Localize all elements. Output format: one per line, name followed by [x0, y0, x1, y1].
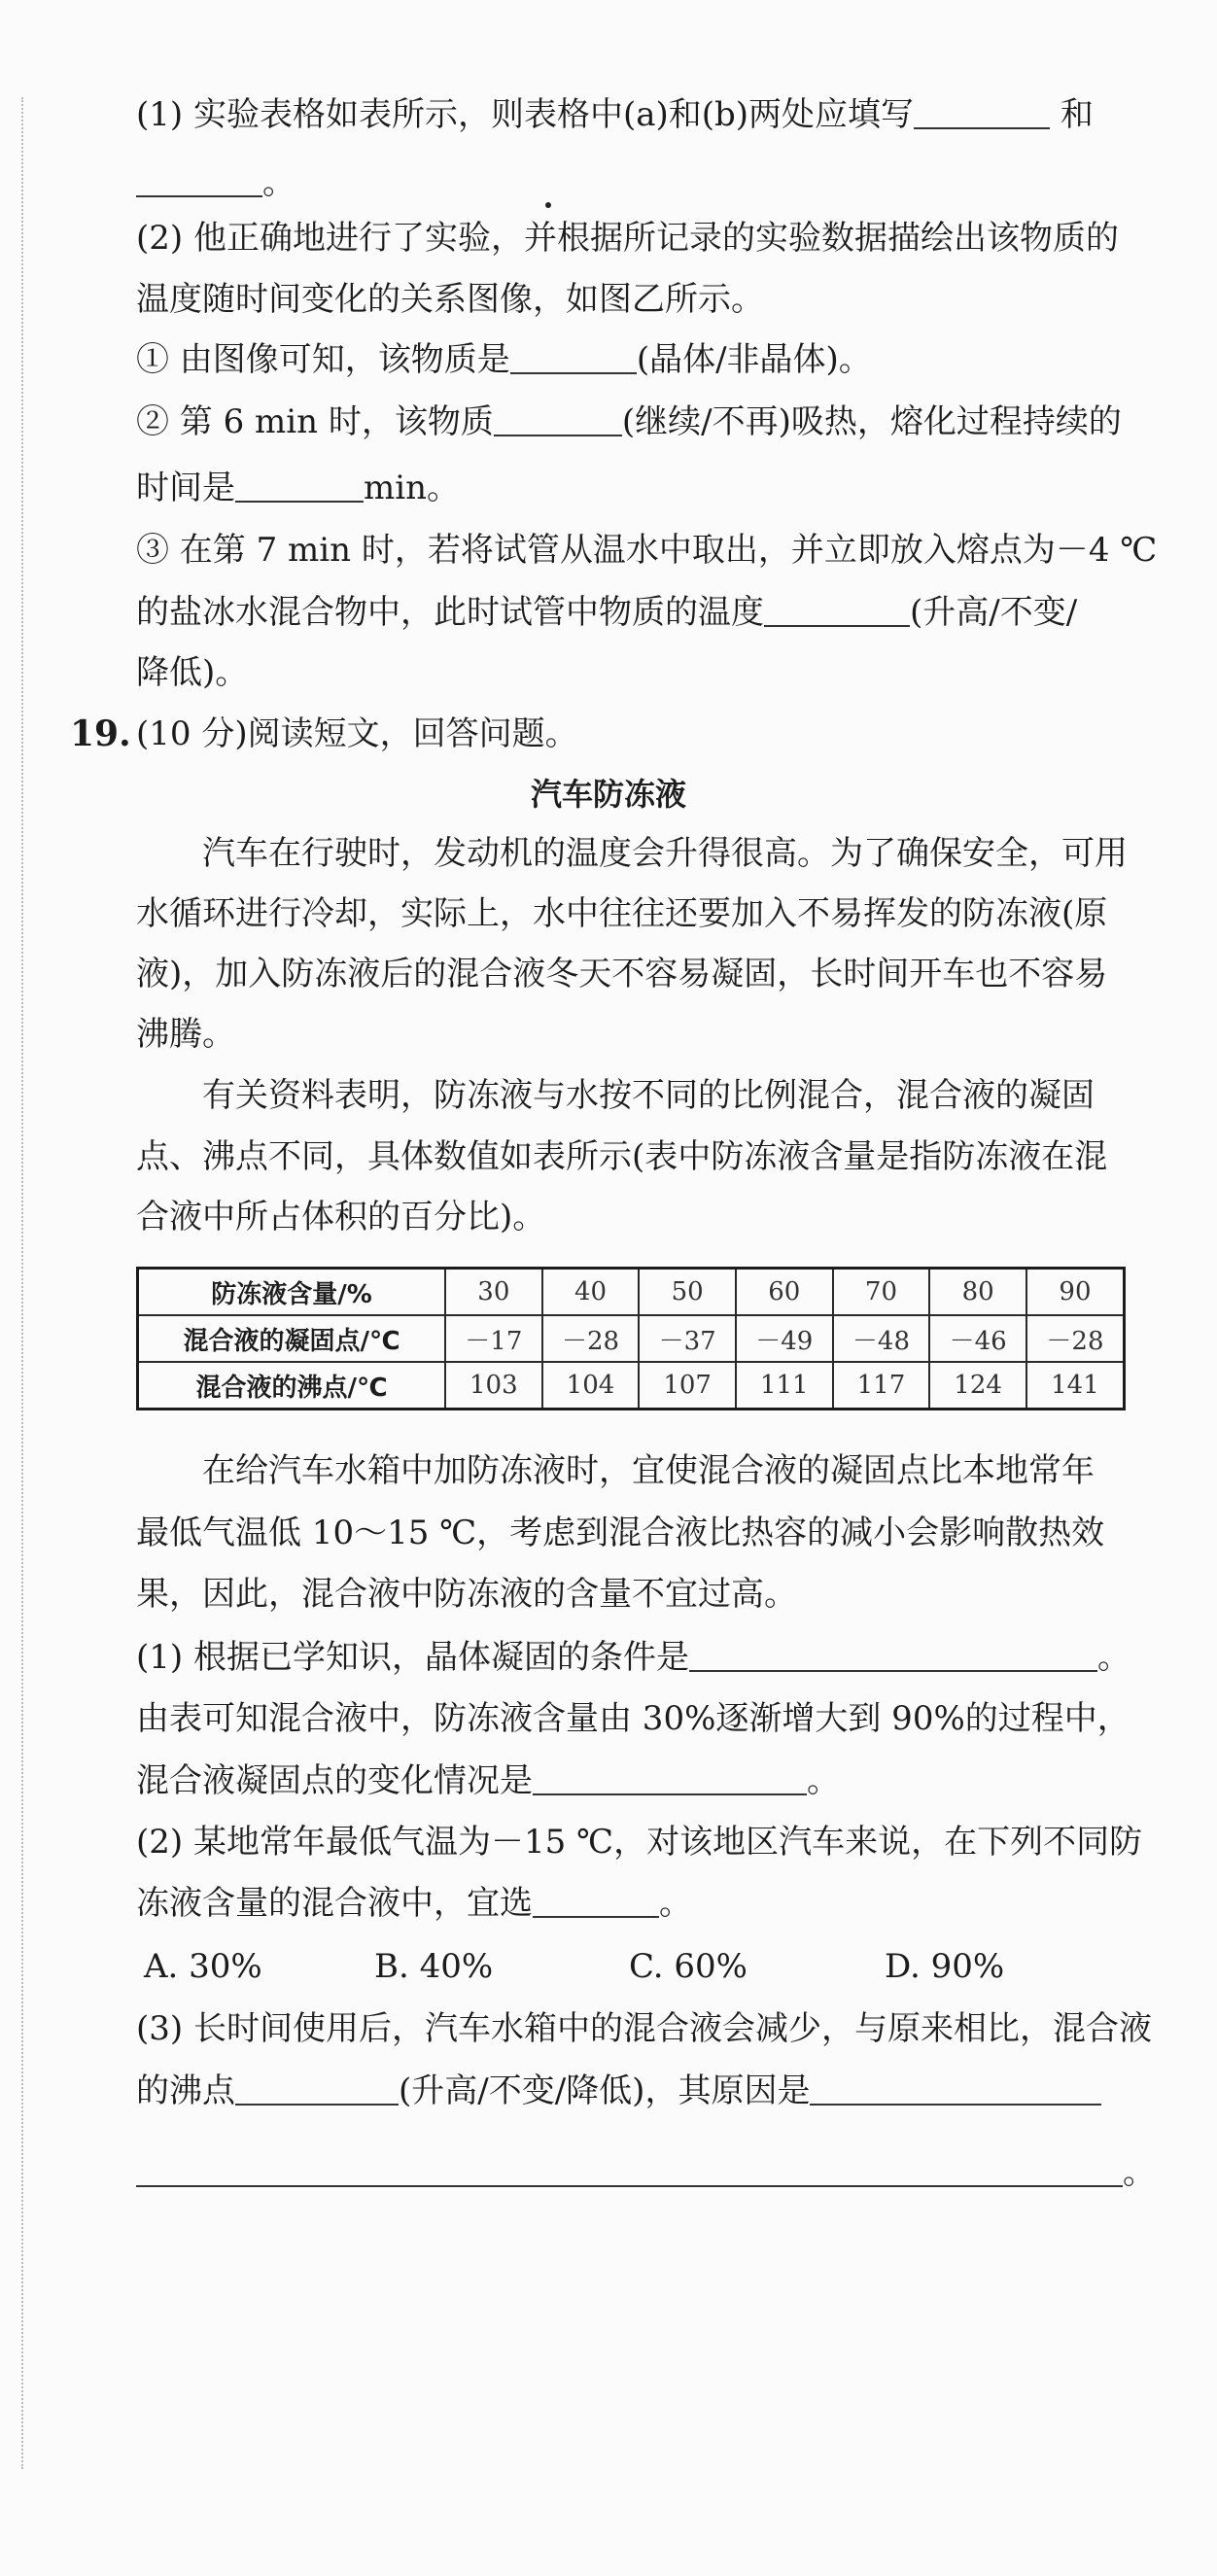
q19-number: 19.	[70, 714, 131, 754]
q19-1-text2: 混合液凝固点的变化情况是	[136, 1761, 533, 1800]
table-cell: －17	[445, 1315, 542, 1362]
q19-intro: (10 分)阅读短文，回答问题。	[136, 714, 578, 753]
q19-2-line2	[136, 1884, 1137, 1923]
table-cell: 104	[542, 1362, 640, 1410]
row-header: 混合液的沸点/℃	[138, 1362, 446, 1410]
q19-3-end: 。	[1123, 2153, 1156, 2192]
answer-blank-crystal[interactable]	[510, 343, 637, 374]
row-header: 混合液的凝固点/℃	[138, 1315, 446, 1362]
table-cell: 124	[929, 1362, 1026, 1410]
table-cell: 40	[542, 1269, 640, 1316]
passage-p3-line2: 最低气温低 10～15 ℃，考虑到混合液比热容的减小会影响散热效	[136, 1514, 1105, 1552]
q18-sub2-time: 时间是	[136, 469, 235, 507]
q19-3-line2	[136, 2071, 1137, 2110]
q18-sub3-text: 的盐冰水混合物中，此时试管中物质的温度	[136, 593, 764, 632]
antifreeze-table	[136, 1267, 1126, 1410]
option-c[interactable]: C. 60%	[629, 1947, 748, 1986]
q19-1-end: 。	[1096, 1638, 1130, 1677]
q19-1-text: (1) 根据已学知识，晶体凝固的条件是	[136, 1638, 689, 1677]
answer-blank-temperature[interactable]	[764, 596, 910, 627]
table-cell: 30	[445, 1269, 542, 1316]
q18-sub3-line1: ③ 在第 7 min 时，若将试管从温水中取出，并立即放入熔点为－4 ℃	[136, 531, 1158, 570]
q18-sub3-line2	[136, 593, 1137, 632]
q19-1-end2: 。	[807, 1761, 840, 1800]
q18-sub3-choice: (升高/不变/	[910, 593, 1078, 632]
passage-p3-line1: 在给汽车水箱中加防冻液时，宜使混合液的凝固点比本地常年	[202, 1451, 1095, 1490]
q19-3-line1: (3) 长时间使用后，汽车水箱中的混合液会减少，与原来相比，混合液	[136, 2009, 1152, 2048]
q19-1-line3	[136, 1761, 1137, 1800]
emphasis-dot	[545, 202, 551, 208]
table-row	[138, 1362, 1125, 1410]
q18-part1-line	[136, 95, 1137, 134]
q19-2-end: 。	[659, 1884, 692, 1923]
table-row	[138, 1269, 1125, 1316]
q19-3-text: 的沸点	[136, 2071, 235, 2110]
q18-period: 。	[262, 163, 296, 202]
q19-2-line1: (2) 某地常年最低气温为－15 ℃，对该地区汽车来说，在下列不同防	[136, 1823, 1143, 1862]
passage-p2-line3: 合液中所占体积的百分比)。	[136, 1198, 546, 1236]
table-cell: 107	[639, 1362, 736, 1410]
table-cell: 103	[445, 1362, 542, 1410]
table-cell: －28	[542, 1315, 640, 1362]
table-cell: 70	[833, 1269, 930, 1316]
q18-sub2-choice: (继续/不再)吸热，熔化过程持续的	[621, 402, 1122, 441]
table-cell: 141	[1026, 1362, 1125, 1410]
q18-part2-line1: (2) 他正确地进行了实验，并根据所记录的实验数据描绘出该物质的	[136, 219, 1119, 258]
q18-sub3-line3: 降低)。	[136, 653, 249, 692]
option-b[interactable]: B. 40%	[374, 1947, 494, 1986]
table-cell: －28	[1026, 1315, 1125, 1362]
table-row	[138, 1315, 1125, 1362]
passage-p3-line3: 果，因此，混合液中防冻液的含量不宜过高。	[136, 1575, 797, 1614]
q18-part1-text: (1) 实验表格如表所示，则表格中(a)和(b)两处应填写	[136, 95, 915, 134]
passage-p1-line1: 汽车在行驶时，发动机的温度会升得很高。为了确保安全，可用	[202, 834, 1128, 873]
q19-3-choice: (升高/不变/降低)，其原因是	[399, 2071, 811, 2110]
answer-blank-change[interactable]	[533, 1764, 807, 1795]
q18-sub2-text: ② 第 6 min 时，该物质	[136, 402, 494, 441]
table-cell: 60	[736, 1269, 833, 1316]
q18-part2-line2: 温度随时间变化的关系图像，如图乙所示。	[136, 280, 764, 319]
table-cell: 90	[1026, 1269, 1125, 1316]
row-header: 防冻液含量/%	[138, 1269, 446, 1316]
answer-blank-duration[interactable]	[235, 471, 364, 503]
table-cell: 80	[929, 1269, 1026, 1316]
q19-1-line2: 由表可知混合液中，防冻液含量由 30%逐渐增大到 90%的过程中，	[136, 1699, 1130, 1738]
q18-sub1-choice: (晶体/非晶体)。	[636, 340, 872, 379]
option-a[interactable]: A. 30%	[144, 1947, 262, 1986]
q19-2-text: 冻液含量的混合液中，宜选	[136, 1884, 533, 1923]
q18-sub2-unit: min。	[364, 469, 461, 507]
table-cell: 50	[639, 1269, 736, 1316]
table-cell: －46	[929, 1315, 1026, 1362]
q18-sub1-text: ① 由图像可知，该物质是	[136, 340, 510, 379]
answer-blank-boiling[interactable]	[235, 2074, 399, 2106]
q18-part1-line2	[136, 163, 1137, 202]
passage-title: 汽车防冻液	[530, 776, 686, 813]
table-cell: 111	[736, 1362, 833, 1410]
passage-p2-line1: 有关资料表明，防冻液与水按不同的比例混合，混合液的凝固	[202, 1076, 1095, 1115]
passage-p1-line3: 液)，加入防冻液后的混合液冬天不容易凝固，长时间开车也不容易	[136, 955, 1108, 993]
q19-3-line3	[136, 2153, 1156, 2192]
option-d[interactable]: D. 90%	[885, 1947, 1005, 1986]
table-cell: －49	[736, 1315, 833, 1362]
answer-blank-absorb[interactable]	[494, 405, 622, 436]
answer-blank-select[interactable]	[533, 1887, 659, 1918]
answer-blank-reason-cont[interactable]	[136, 2156, 1123, 2187]
answer-blank-reason[interactable]	[810, 2074, 1101, 2106]
table-cell: 117	[833, 1362, 930, 1410]
passage-p2-line2: 点、沸点不同，具体数值如表所示(表中防冻液含量是指防冻液在混	[136, 1137, 1108, 1176]
answer-blank-b[interactable]	[136, 166, 262, 197]
q18-sub2-line	[136, 402, 1137, 441]
table-cell: －37	[639, 1315, 736, 1362]
passage-p1-line2: 水循环进行冷却，实际上，水中往往还要加入不易挥发的防冻液(原	[136, 894, 1108, 933]
table-cell: －48	[833, 1315, 930, 1362]
answer-blank-a[interactable]	[914, 98, 1050, 129]
passage-p1-line4: 沸腾。	[136, 1015, 235, 1054]
q19-1-line1	[136, 1638, 1137, 1677]
margin-dotted-line	[21, 97, 23, 2469]
q18-sub2-line2	[136, 469, 1137, 507]
q18-part1-and: 和	[1060, 95, 1094, 134]
answer-blank-solidify-condition[interactable]	[689, 1641, 1097, 1672]
q18-sub1-line	[136, 340, 1137, 379]
